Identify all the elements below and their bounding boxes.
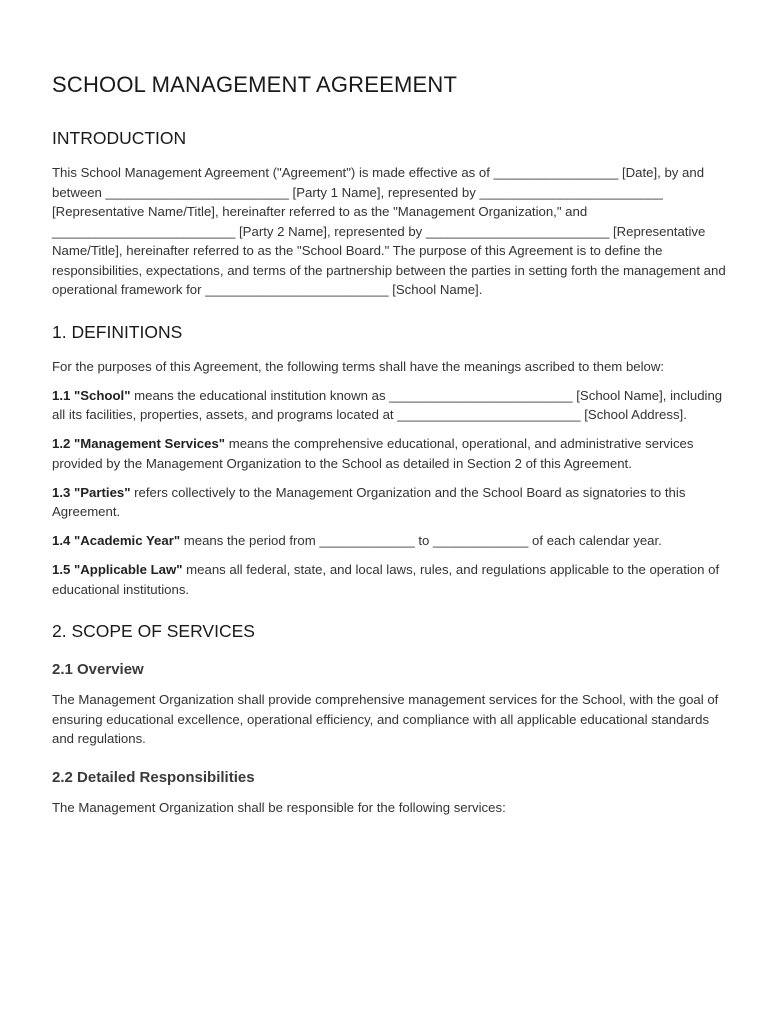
introduction-paragraph: This School Management Agreement ("Agreement") is made effective as of _________________ [Date], by and between _________________________ [Party 1 Name], represented by _________________________ [Representative Name/Title], hereinafter referred to as the "Management Organization," and _________________________ [Party 2 Name], represented by _________________________ [Representative Name/Title], hereinafter referred to as the "School Board." The purpose of this Agreement is to define the responsibilities, expectations, and terms of the partnership between the parties in setting forth the management and operational framework for _________________________ [School Name]. — [52, 165, 726, 297]
scope-heading: 2. SCOPE OF SERVICES — [52, 621, 255, 641]
definition-item-school — [52, 386, 726, 425]
definitions-intro: For the purposes of this Agreement, the following terms shall have the meanings ascribed to them below: — [52, 358, 665, 374]
definition-item-parties — [52, 483, 726, 522]
definition-text: means the period from _____________ to _____________ of each calendar year. — [180, 533, 662, 548]
definition-term: 1.5 "Applicable Law" — [52, 562, 183, 577]
overview-subheading: 2.1 Overview — [52, 661, 144, 678]
definitions-heading: 1. DEFINITIONS — [52, 321, 183, 342]
definition-item-applicable-law — [52, 560, 726, 599]
scope-section — [52, 619, 726, 817]
document-title: SCHOOL MANAGEMENT AGREEMENT — [52, 72, 458, 97]
introduction-heading: INTRODUCTION — [52, 128, 187, 148]
responsibilities-paragraph: The Management Organization shall be responsible for the following services: — [52, 799, 506, 815]
definition-text: means the comprehensive educational, operational, and administrative services provided by the Management Organization to the School as detailed in Section 2 of this Agreement. — [52, 436, 694, 471]
definition-term: 1.3 "Parties" — [52, 484, 131, 500]
definition-item-management-services — [52, 434, 726, 473]
definition-term: 1.2 "Management Services" — [52, 436, 226, 451]
definition-text: means the educational institution known as _________________________ [School Name], including all its facilities, properties, assets, and programs located at _________________________ [School Address]. — [52, 387, 723, 422]
definition-text: refers collectively to the Management Organization and the School Board as signatories to this Agreement. — [52, 484, 686, 519]
responsibilities-subheading: 2.2 Detailed Responsibilities — [52, 768, 255, 786]
definitions-section — [52, 320, 726, 600]
definition-term: 1.4 "Academic Year" — [52, 533, 181, 548]
overview-paragraph: The Management Organization shall provide comprehensive management services for the School, with the goal of ensuring educational excellence, operational efficiency, and compliance with all applicable educational standards and regulations. — [52, 692, 719, 746]
introduction-section — [52, 126, 726, 300]
definition-text: means all federal, state, and local laws, rules, and regulations applicable to the operation of educational institutions. — [52, 562, 720, 597]
definition-term: 1.1 "School" — [52, 387, 131, 403]
definition-item-academic-year — [52, 531, 726, 551]
